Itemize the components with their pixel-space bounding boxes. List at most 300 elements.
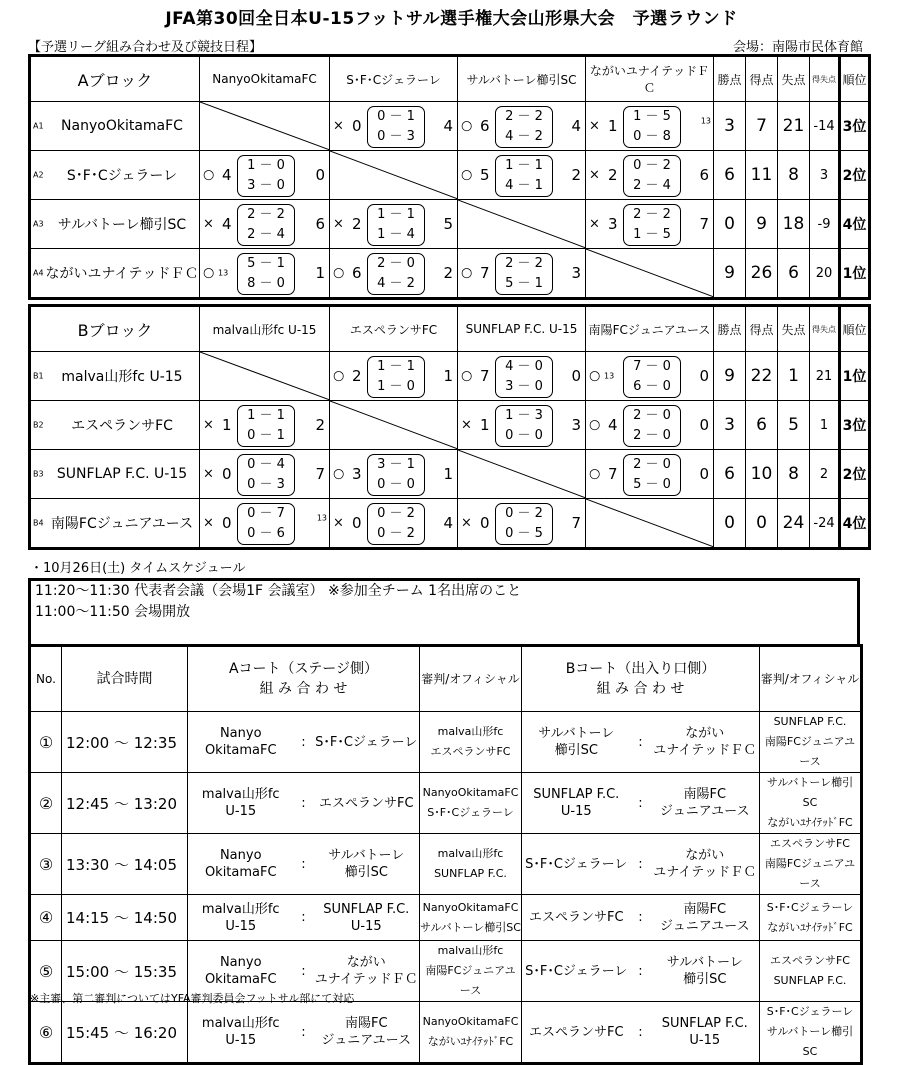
- team-name-line: 南陽FC: [683, 901, 727, 917]
- home-team: [188, 954, 294, 988]
- half-scores: [367, 253, 425, 295]
- match-pair: [188, 834, 420, 895]
- self-score: 6: [480, 117, 490, 135]
- referee-cell: [420, 834, 522, 895]
- stat-pts: 3: [714, 401, 746, 450]
- stat-header-ga: 失点: [778, 56, 810, 102]
- self-score-note: 13: [604, 371, 615, 381]
- row-id: B2: [33, 420, 44, 430]
- team-name-line: U-15: [350, 918, 382, 934]
- team-name-line: SUNFLAP F.C.: [323, 901, 410, 917]
- self-score: 0: [222, 465, 232, 483]
- match-number: ③: [30, 834, 62, 895]
- stat-rank: 2位: [840, 151, 870, 200]
- block-b-table: [28, 304, 871, 550]
- first-half-score: 7 － 0: [633, 359, 671, 374]
- result-mark: ○: [203, 265, 215, 281]
- half-scores: [495, 503, 553, 545]
- half-scores: [623, 405, 681, 447]
- vs-separator: :: [638, 963, 643, 979]
- second-half-score: 8 － 0: [247, 276, 285, 291]
- referee-team: エスペランサFC: [769, 837, 850, 850]
- referee-team: ながいﾕﾅｲﾃｯﾄﾞFC: [767, 816, 853, 829]
- referee-team: malva山形fc: [437, 944, 504, 957]
- second-half-score: 2 － 0: [633, 428, 671, 443]
- first-half-score: 0 － 4: [247, 457, 285, 472]
- opp-score-note: 13: [700, 116, 711, 126]
- home-team: [188, 901, 294, 935]
- col-header-ref-b: 審判/オフィシャル: [760, 646, 862, 712]
- team-name-line: ながい: [685, 848, 725, 863]
- referee-cell: [420, 1002, 522, 1064]
- stat-ga: 18: [778, 200, 810, 249]
- stat-gd: 1: [810, 401, 840, 450]
- team-name-line: エスペランサFC: [528, 910, 624, 925]
- opp-score: 7: [571, 514, 581, 532]
- stat-header-ga: 失点: [778, 306, 810, 352]
- team-name-line: Nanyo: [219, 955, 262, 970]
- team-name-line: 櫛引SC: [683, 972, 727, 987]
- stat-gf: 26: [746, 249, 778, 299]
- referee-cell: [760, 895, 862, 941]
- half-scores: [495, 106, 553, 148]
- match-number: ②: [30, 773, 62, 834]
- row-team-cell: [30, 450, 200, 499]
- team-name-line: OkitamaFC: [204, 972, 277, 987]
- col-header-ref-a: 審判/オフィシャル: [420, 646, 522, 712]
- schedule-row: [30, 773, 862, 834]
- result-cell: [458, 401, 586, 450]
- first-half-score: 2 － 2: [505, 256, 543, 271]
- opp-score-note: 13: [316, 513, 327, 523]
- vs-separator: :: [638, 734, 643, 750]
- col-header-court-b: [522, 646, 760, 712]
- block-label: Aブロック: [30, 56, 200, 102]
- diagonal-cell: [458, 200, 586, 249]
- second-half-score: 0 － 6: [247, 526, 285, 541]
- diagonal-line: [458, 450, 586, 498]
- result-mark: ×: [589, 118, 600, 134]
- column-team-header: NanyoOkitamaFC: [200, 56, 330, 102]
- schedule-heading: ・10月26日(土) タイムスケジュール: [30, 561, 246, 576]
- team-name-line: ジュニアユース: [660, 918, 750, 934]
- home-team: [188, 1015, 294, 1049]
- team-name-line: malva山形fc: [201, 787, 280, 802]
- second-half-score: 0 － 3: [377, 129, 415, 144]
- result-mark: ×: [461, 515, 472, 531]
- away-team: [314, 901, 420, 935]
- diagonal-cell: [458, 450, 586, 499]
- half-scores: [237, 204, 295, 246]
- stat-gd: 2: [810, 450, 840, 499]
- result-cell: [200, 151, 330, 200]
- block-label: Bブロック: [30, 306, 200, 352]
- first-half-score: 2 － 0: [633, 408, 671, 423]
- stat-gd: -24: [810, 499, 840, 549]
- stat-ga: 8: [778, 450, 810, 499]
- row-id: B3: [33, 469, 44, 479]
- team-name-line: S･F･Cジェラーレ: [525, 856, 628, 872]
- result-cell: [330, 450, 458, 499]
- schedule-row: [30, 712, 862, 773]
- first-half-score: 2 － 0: [633, 457, 671, 472]
- second-half-score: 0 － 3: [247, 477, 285, 492]
- second-half-score: 0 － 5: [505, 526, 543, 541]
- home-team: [522, 856, 631, 873]
- half-scores: [623, 454, 681, 496]
- self-score: 1: [480, 416, 490, 434]
- result-mark: ○: [461, 118, 473, 134]
- vs-separator: :: [638, 1024, 643, 1040]
- first-half-score: 1 － 5: [633, 109, 671, 124]
- row-id: A4: [33, 268, 44, 278]
- half-scores: [495, 155, 553, 197]
- half-scores: [623, 356, 681, 398]
- first-half-score: 1 － 3: [505, 408, 543, 423]
- home-team: [522, 909, 631, 926]
- self-score: 4: [608, 416, 618, 434]
- team-name-line: S･F･Cジェラーレ: [525, 963, 628, 979]
- stat-rank: 3位: [840, 401, 870, 450]
- row-id: B1: [33, 371, 44, 381]
- away-team: [651, 901, 760, 935]
- result-mark: ○: [203, 167, 215, 183]
- team-name-line: ジュニアユース: [321, 1033, 411, 1048]
- referee-team: 南陽FCジュニアユース: [425, 964, 516, 997]
- self-score: 2: [352, 367, 362, 385]
- half-scores: [623, 204, 681, 246]
- referee-team: 南陽FCジュニアユース: [764, 735, 856, 768]
- court-b-title: Bコート（出入り口側）: [565, 661, 716, 677]
- stat-ga: 6: [778, 249, 810, 299]
- diagonal-line: [586, 499, 714, 547]
- result-mark: ×: [333, 118, 344, 134]
- stat-pts: 3: [714, 102, 746, 151]
- result-mark: ○: [461, 368, 473, 384]
- referee-cell: [420, 941, 522, 1002]
- home-team: [522, 725, 631, 759]
- vs-separator: :: [301, 795, 306, 811]
- half-scores: [367, 106, 425, 148]
- column-team-header: SUNFLAP F.C. U-15: [458, 306, 586, 352]
- result-cell: [458, 249, 586, 299]
- self-score: 7: [480, 367, 490, 385]
- half-scores: [623, 155, 681, 197]
- match-pair: [522, 712, 760, 773]
- first-half-score: 3 － 1: [377, 457, 415, 472]
- first-half-score: 0 － 2: [377, 506, 415, 521]
- self-score: 7: [480, 264, 490, 282]
- team-name-line: 南陽FC: [683, 787, 727, 802]
- away-team: [651, 725, 760, 759]
- row-id: A2: [33, 170, 44, 180]
- half-scores: [495, 405, 553, 447]
- team-name-line: U-15: [560, 804, 592, 819]
- opp-score: 7: [315, 465, 325, 483]
- first-half-score: 1 － 1: [377, 359, 415, 374]
- result-cell: [586, 102, 714, 151]
- vs-separator: :: [638, 910, 643, 925]
- team-name-line: Nanyo: [219, 848, 262, 863]
- result-mark: ○: [333, 265, 345, 281]
- referee-team: ながいﾕﾅｲﾃｯﾄﾞFC: [427, 1035, 514, 1048]
- self-score: 5: [480, 166, 490, 184]
- schedule-row: [30, 834, 862, 895]
- result-cell: [586, 450, 714, 499]
- match-pair: [522, 773, 760, 834]
- row-id: A3: [33, 219, 44, 229]
- match-pair: [188, 773, 420, 834]
- row-id: B4: [33, 518, 44, 528]
- half-scores: [367, 454, 425, 496]
- second-half-score: 0 － 0: [505, 428, 543, 443]
- stat-pts: 6: [714, 450, 746, 499]
- opp-score: 0: [699, 367, 709, 385]
- row-team-cell: [30, 401, 200, 450]
- team-name-line: ジュニアユース: [660, 804, 750, 819]
- second-half-score: 4 － 1: [505, 178, 543, 193]
- match-time: 12:45 ～ 13:20: [62, 773, 188, 834]
- team-name-line: 櫛引SC: [554, 743, 598, 758]
- schedule-row: [30, 1002, 862, 1064]
- note-line: 11:20～11:30 代表者会議（会場1F 会議室） ※参加全チーム 1名出席のこと: [35, 583, 522, 599]
- team-name-line: SUNFLAP F.C.: [661, 1016, 748, 1031]
- referee-cell: [760, 941, 862, 1002]
- result-mark: ○: [589, 466, 601, 482]
- result-cell: [330, 200, 458, 249]
- referee-cell: [760, 1002, 862, 1064]
- diagonal-line: [586, 249, 714, 297]
- row-team-cell: [30, 102, 200, 151]
- referee-team: サルバトーレ櫛引SC: [420, 920, 521, 934]
- home-team: [188, 725, 294, 759]
- opp-score: 1: [443, 465, 453, 483]
- second-half-score: 4 － 2: [505, 129, 543, 144]
- referee-team: S･F･Cジェラーレ: [766, 900, 854, 914]
- diagonal-cell: [330, 151, 458, 200]
- stat-ga: 5: [778, 401, 810, 450]
- match-number: ⑤: [30, 941, 62, 1002]
- self-score: 1: [608, 117, 618, 135]
- first-half-score: 5 － 1: [247, 256, 285, 271]
- referee-team: S･F･Cジェラーレ: [766, 1005, 854, 1018]
- self-score-note: 13: [218, 268, 229, 278]
- second-half-score: 2 － 4: [633, 178, 671, 193]
- opp-score: 0: [315, 166, 325, 184]
- self-score: 6: [352, 264, 362, 282]
- referee-team: 南陽FCジュニアユース: [764, 857, 856, 890]
- match-pair: [522, 895, 760, 941]
- self-score: 0: [352, 117, 362, 135]
- away-team: [314, 1015, 420, 1049]
- stat-rank: 1位: [840, 352, 870, 401]
- result-cell: [458, 151, 586, 200]
- second-half-score: 0 － 8: [633, 129, 671, 144]
- result-cell: [200, 499, 330, 549]
- diagonal-line: [330, 151, 458, 199]
- result-mark: ○: [589, 417, 601, 433]
- col-header-time: 試合時間: [62, 646, 188, 712]
- diagonal-cell: [200, 352, 330, 401]
- opp-score: 0: [699, 416, 709, 434]
- vs-separator: :: [301, 856, 306, 872]
- team-name-line: サルバトーレ: [538, 726, 615, 741]
- away-team: [651, 1015, 760, 1049]
- row-team-name: エスペランサFC: [71, 418, 173, 434]
- self-score: 1: [222, 416, 232, 434]
- result-cell: [586, 151, 714, 200]
- half-scores: [237, 405, 295, 447]
- half-scores: [623, 106, 681, 148]
- team-name-line: 南陽FC: [344, 1016, 388, 1031]
- match-time: 15:00 ～ 15:35: [62, 941, 188, 1002]
- opp-score: 6: [315, 215, 325, 233]
- referee-team: malva山形fc: [437, 725, 504, 738]
- venue-label: 会場：南陽市民体育館: [732, 40, 863, 55]
- stat-ga: 24: [778, 499, 810, 549]
- self-score: 7: [608, 465, 618, 483]
- first-half-score: 2 － 0: [377, 256, 415, 271]
- diagonal-cell: [200, 102, 330, 151]
- referee-cell: [420, 895, 522, 941]
- row-team-name: malva山形fc U-15: [61, 369, 183, 385]
- stat-rank: 4位: [840, 499, 870, 549]
- stat-pts: 0: [714, 200, 746, 249]
- result-mark: ×: [203, 417, 214, 433]
- referee-cell: [760, 712, 862, 773]
- standings-row: [30, 249, 870, 299]
- opp-score: 4: [443, 117, 453, 135]
- home-team: [188, 786, 294, 820]
- result-cell: [458, 499, 586, 549]
- team-name-line: ユナイテッドＦＣ: [314, 972, 418, 987]
- second-half-score: 1 － 0: [377, 379, 415, 394]
- result-cell: [330, 249, 458, 299]
- team-name-line: ながい: [346, 955, 386, 970]
- half-scores: [495, 253, 553, 295]
- stat-ga: 8: [778, 151, 810, 200]
- schedule-notes: [28, 578, 860, 644]
- second-half-score: 1 － 4: [377, 227, 415, 242]
- vs-separator: :: [301, 1024, 306, 1040]
- result-mark: ○: [333, 368, 345, 384]
- home-team: [522, 786, 631, 820]
- match-pair: [522, 941, 760, 1002]
- referee-cell: [420, 773, 522, 834]
- referee-team: エスペランサFC: [769, 954, 850, 967]
- first-half-score: 1 － 0: [247, 158, 285, 173]
- team-name-line: U-15: [689, 1033, 721, 1048]
- page-title: JFA第30回全日本U-15フットサル選手権大会山形県大会 予選ラウンド: [165, 9, 738, 29]
- self-score: 4: [222, 215, 232, 233]
- referee-team: サルバトーレ櫛引SC: [766, 776, 854, 809]
- row-team-name: 南陽FCジュニアユース: [50, 516, 194, 532]
- team-name-line: U-15: [225, 918, 257, 934]
- stat-gf: 9: [746, 200, 778, 249]
- row-team-cell: [30, 249, 200, 299]
- col-header-no: No.: [30, 646, 62, 712]
- stat-gd: 21: [810, 352, 840, 401]
- result-mark: ×: [203, 216, 214, 232]
- note-line: 11:00～11:50 会場開放: [35, 604, 191, 620]
- referee-team: malva山形fc: [437, 847, 504, 860]
- result-cell: [458, 102, 586, 151]
- standings-row: [30, 401, 870, 450]
- row-team-cell: [30, 352, 200, 401]
- opp-score: 0: [571, 367, 581, 385]
- home-team: [522, 963, 631, 980]
- result-mark: ×: [203, 515, 214, 531]
- match-pair: [522, 834, 760, 895]
- stat-header-rank: 順位: [840, 56, 870, 102]
- opp-score: 4: [571, 117, 581, 135]
- referee-team: SUNFLAP F.C.: [773, 715, 847, 728]
- opp-score: 3: [571, 416, 581, 434]
- opp-score: 5: [443, 215, 453, 233]
- vs-separator: :: [301, 734, 306, 750]
- result-cell: [200, 401, 330, 450]
- second-half-score: 2 － 4: [247, 227, 285, 242]
- stat-header-gf: 得点: [746, 56, 778, 102]
- referee-team: SUNFLAP F.C.: [773, 974, 847, 987]
- row-team-name: ながいユナイテッドＦＣ: [45, 266, 199, 282]
- result-cell: [200, 200, 330, 249]
- stat-rank: 3位: [840, 102, 870, 151]
- referee-team: エスペランサFC: [430, 745, 511, 758]
- result-cell: [586, 200, 714, 249]
- stat-pts: 9: [714, 249, 746, 299]
- first-half-score: 2 － 2: [633, 207, 671, 222]
- standings-row: [30, 499, 870, 549]
- first-half-score: 1 － 1: [505, 158, 543, 173]
- schedule-row: [30, 895, 862, 941]
- stat-header-gf: 得点: [746, 306, 778, 352]
- referee-team: NanyoOkitamaFC: [422, 1015, 519, 1028]
- second-half-score: 4 － 2: [377, 276, 415, 291]
- first-half-score: 1 － 1: [377, 207, 415, 222]
- footnote: ※主審、第二審判についてはYFA審判委員会フットサル部にて対応: [30, 992, 355, 1005]
- vs-separator: :: [301, 910, 306, 925]
- diagonal-cell: [586, 499, 714, 549]
- stat-pts: 9: [714, 352, 746, 401]
- team-name-line: エスペランサFC: [528, 1024, 624, 1040]
- opp-score: 6: [699, 166, 709, 184]
- referee-cell: [760, 773, 862, 834]
- stat-header-rank: 順位: [840, 306, 870, 352]
- self-score: 4: [222, 166, 232, 184]
- away-team: [314, 954, 420, 988]
- team-name-line: SUNFLAP F.C.: [533, 787, 620, 802]
- referee-team: SUNFLAP F.C.: [434, 867, 507, 880]
- stat-header-gd: 得失点: [810, 306, 840, 352]
- stat-gf: 10: [746, 450, 778, 499]
- vs-separator: :: [638, 795, 643, 811]
- team-name-line: ユナイテッドＦＣ: [653, 743, 757, 758]
- result-cell: [200, 450, 330, 499]
- stat-gf: 22: [746, 352, 778, 401]
- stat-rank: 1位: [840, 249, 870, 299]
- standings-row: [30, 200, 870, 249]
- result-mark: ×: [589, 216, 600, 232]
- section-subtitle: 【予選リーグ組み合わせ及び競技日程】: [28, 40, 263, 55]
- row-team-cell: [30, 200, 200, 249]
- match-time: 13:30 ～ 14:05: [62, 834, 188, 895]
- match-pair: [188, 895, 420, 941]
- court-b-subtitle: 組 み 合 わ せ: [596, 681, 685, 697]
- second-half-score: 0 － 1: [247, 428, 285, 443]
- match-pair: [188, 712, 420, 773]
- stat-gd: 3: [810, 151, 840, 200]
